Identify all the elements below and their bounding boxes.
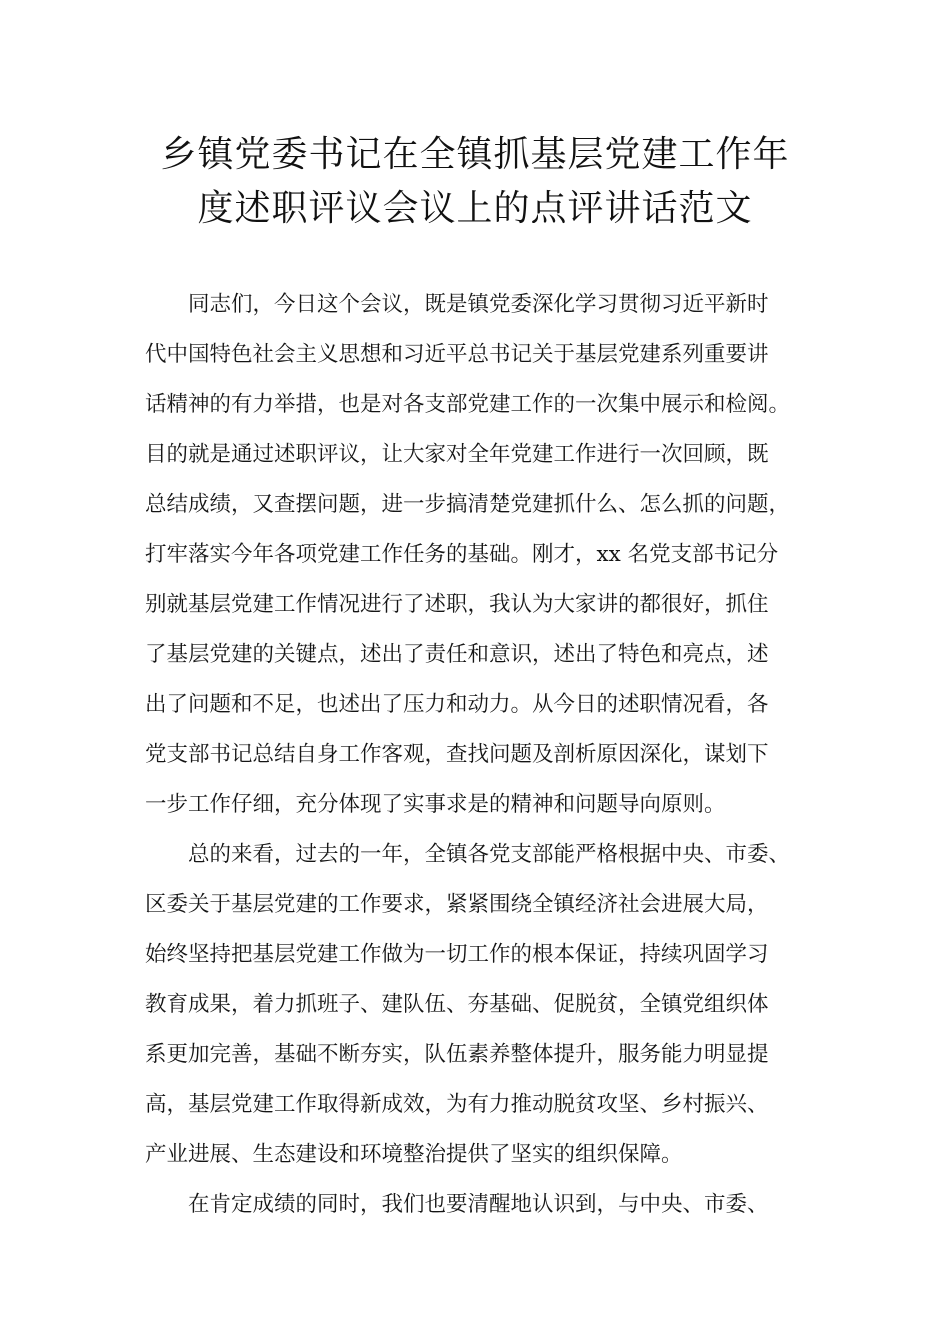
text-line: 代中国特色社会主义思想和习近平总书记关于基层党建系列重要讲 (145, 342, 769, 367)
text-line: 始终坚持把基层党建工作做为一切工作的根本保证，持续巩固学习 (145, 942, 769, 967)
paragraph-2 (145, 830, 835, 1180)
text-line: 系更加完善，基础不断夯实，队伍素养整体提升，服务能力明显提 (145, 1042, 769, 1067)
text-line: 总结成绩，又查摆问题，进一步搞清楚党建抓什么、怎么抓的问题， (145, 492, 791, 517)
text-line: 打牢落实今年各项党建工作任务的基础。刚才，xx 名党支部书记分 (145, 542, 779, 567)
text-line: 出了问题和不足，也述出了压力和动力。从今日的述职情况看，各 (145, 692, 769, 717)
text-line: 党支部书记总结自身工作客观，查找问题及剖析原因深化，谋划下 (145, 742, 769, 767)
text-line: 目的就是通过述职评议，让大家对全年党建工作进行一次回顾，既 (145, 442, 769, 467)
text-line: 区委关于基层党建的工作要求，紧紧围绕全镇经济社会进展大局， (145, 892, 769, 917)
text-line: 总的来看，过去的一年，全镇各党支部能严格根据中央、市委、 (188, 842, 791, 867)
text-line: 了基层党建的关键点，述出了责任和意识，述出了特色和亮点，述 (145, 642, 769, 667)
text-line: 同志们，今日这个会议，既是镇党委深化学习贯彻习近平新时 (188, 292, 769, 317)
text-line: 别就基层党建工作情况进行了述职，我认为大家讲的都很好，抓住 (145, 592, 769, 617)
paragraph-1 (145, 280, 835, 830)
text-line: 话精神的有力举措，也是对各支部党建工作的一次集中展示和检阅。 (145, 392, 791, 417)
text-line: 一步工作仔细，充分体现了实事求是的精神和问题导向原则。 (145, 792, 726, 817)
text-line: 教育成果，着力抓班子、建队伍、夯基础、促脱贫，全镇党组织体 (145, 992, 769, 1017)
title-line: 乡镇党委书记在全镇抓基层党建工作年 (160, 134, 790, 175)
document-body (145, 280, 835, 1230)
document-title (100, 128, 850, 236)
text-line: 高，基层党建工作取得新成效，为有力推动脱贫攻坚、乡村振兴、 (145, 1092, 769, 1117)
title-line: 度述职评议会议上的点评讲话范文 (197, 188, 753, 229)
paragraph-3 (145, 1180, 835, 1230)
text-line: 产业进展、生态建设和环境整治提供了坚实的组织保障。 (145, 1142, 683, 1167)
text-line: 在肯定成绩的同时，我们也要清醒地认识到，与中央、市委、 (188, 1192, 769, 1217)
